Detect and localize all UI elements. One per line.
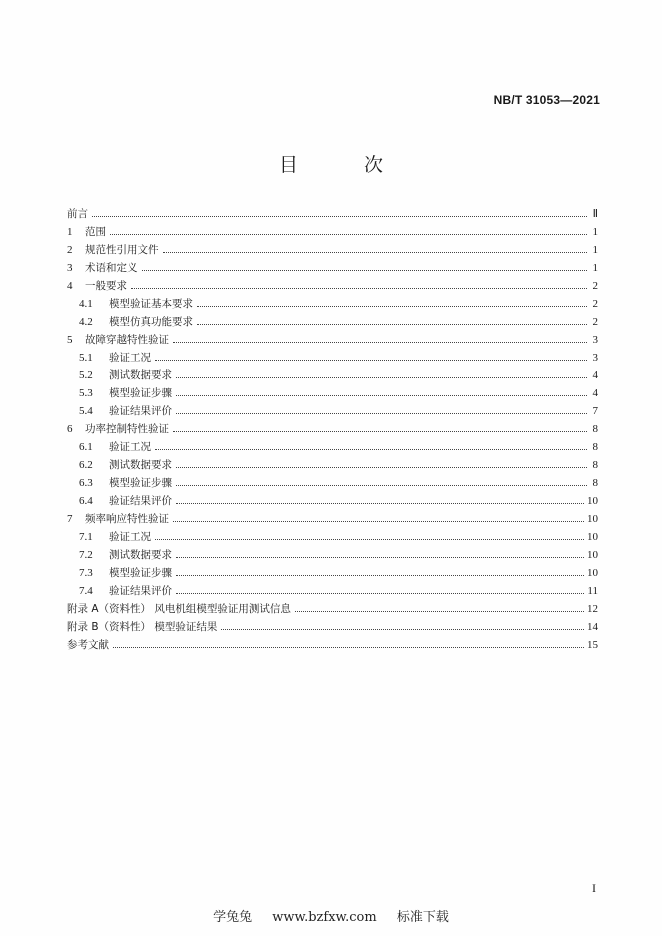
page-folio: I bbox=[592, 881, 596, 895]
toc-leader-dots bbox=[176, 484, 587, 486]
toc-entry-number: 7 bbox=[67, 512, 73, 525]
toc-entry[interactable] bbox=[67, 547, 598, 565]
toc-entry-page: 3 bbox=[592, 333, 598, 346]
toc-entry[interactable] bbox=[67, 529, 598, 547]
toc-entry-label: 频率响应特性验证 bbox=[85, 512, 169, 525]
toc-entry-number: 5.4 bbox=[79, 405, 93, 418]
toc-entry[interactable] bbox=[67, 583, 598, 601]
watermark-tagline: 标准下载 bbox=[396, 910, 449, 925]
toc-entry-label: 模型验证步骤 bbox=[109, 566, 172, 579]
toc-leader-dots bbox=[221, 628, 584, 630]
watermark-site: 学兔兔 bbox=[213, 910, 253, 925]
toc-entry[interactable] bbox=[67, 278, 598, 296]
toc-entry-label: 参考文献 bbox=[67, 638, 109, 651]
toc-entry-number: 5 bbox=[67, 333, 73, 346]
toc-leader-dots bbox=[173, 341, 587, 343]
toc-entry[interactable] bbox=[67, 511, 598, 529]
toc-entry[interactable] bbox=[67, 439, 598, 457]
toc-entry[interactable] bbox=[67, 385, 598, 403]
toc-entry[interactable] bbox=[67, 367, 598, 385]
footer-watermark bbox=[0, 906, 662, 925]
toc-entry-number: 7.4 bbox=[79, 584, 93, 597]
toc-entry-page: 10 bbox=[587, 495, 598, 507]
toc-entry-label: 附录 A（资料性） 风电机组模型验证用测试信息 bbox=[67, 602, 291, 615]
toc-entry-label: 测试数据要求 bbox=[109, 548, 172, 561]
toc-entry-page: 7 bbox=[592, 405, 598, 418]
toc-entry[interactable] bbox=[67, 260, 598, 278]
toc-leader-dots bbox=[92, 215, 587, 217]
toc-entry-number: 5.1 bbox=[79, 351, 93, 364]
toc-leader-dots bbox=[176, 466, 587, 468]
toc-entry-label: 规范性引用文件 bbox=[85, 243, 159, 256]
toc-entry-page: 10 bbox=[587, 548, 598, 561]
toc-entry-page: 10 bbox=[587, 566, 598, 579]
toc-entry-page: 1 bbox=[592, 261, 598, 274]
toc-entry-number: 6.3 bbox=[79, 477, 93, 490]
toc-entry-page: 10 bbox=[587, 512, 598, 525]
toc-leader-dots bbox=[155, 448, 587, 450]
toc-entry[interactable] bbox=[67, 601, 598, 619]
toc-entry[interactable] bbox=[67, 493, 598, 511]
toc-entry-page: 8 bbox=[592, 441, 598, 454]
toc-leader-dots bbox=[142, 269, 588, 271]
toc-entry-number: 7.2 bbox=[79, 548, 93, 561]
toc-entry-page: 15 bbox=[587, 638, 598, 651]
standard-code: NB/T 31053—2021 bbox=[493, 93, 600, 107]
toc-entry-number: 4.1 bbox=[79, 297, 93, 310]
toc-entry-label: 功率控制特性验证 bbox=[85, 423, 169, 436]
toc-entry-number: 6.1 bbox=[79, 441, 93, 454]
toc-leader-dots bbox=[295, 610, 584, 612]
toc-leader-dots bbox=[176, 592, 584, 594]
toc-entry-number: 4 bbox=[67, 279, 73, 292]
toc-leader-dots bbox=[173, 430, 587, 432]
toc-entry-label: 范围 bbox=[85, 225, 106, 238]
toc-entry-page: 1 bbox=[592, 225, 598, 238]
toc-entry-label: 模型验证步骤 bbox=[109, 477, 172, 490]
toc-entry-number: 7.1 bbox=[79, 530, 93, 543]
toc-leader-dots bbox=[155, 538, 584, 540]
watermark-url[interactable]: www.bzfxw.com bbox=[272, 910, 377, 925]
toc-entry-label: 验证工况 bbox=[109, 441, 151, 454]
toc-entry[interactable] bbox=[67, 296, 598, 314]
toc-leader-dots bbox=[163, 251, 588, 253]
toc-entry-label: 验证工况 bbox=[109, 530, 151, 543]
toc-entry-label: 前言 bbox=[67, 208, 88, 220]
toc-entry-page: 10 bbox=[587, 530, 598, 543]
toc-entry[interactable] bbox=[67, 457, 598, 475]
toc-entry-page: 2 bbox=[592, 297, 598, 310]
toc-entry[interactable] bbox=[67, 403, 598, 421]
toc-entry-label: 测试数据要求 bbox=[109, 369, 172, 382]
toc-entry-label: 验证结果评价 bbox=[109, 495, 172, 507]
toc-leader-dots bbox=[176, 502, 584, 504]
toc-leader-dots bbox=[197, 305, 587, 307]
toc-entry[interactable] bbox=[67, 619, 598, 637]
toc-entry-page: 8 bbox=[592, 459, 598, 472]
toc-entry-page: 12 bbox=[587, 602, 598, 615]
toc-entry[interactable] bbox=[67, 314, 598, 332]
toc-entry[interactable] bbox=[67, 332, 598, 350]
toc-entry-page: 1 bbox=[592, 243, 598, 256]
toc-entry[interactable] bbox=[67, 565, 598, 583]
toc-entry-page: 14 bbox=[587, 620, 598, 633]
toc-leader-dots bbox=[110, 233, 587, 235]
toc-entry-label: 一般要求 bbox=[85, 279, 127, 292]
toc-title: 目 次 bbox=[278, 154, 414, 176]
toc-entry-page: 3 bbox=[592, 351, 598, 364]
toc-entry-page: 8 bbox=[592, 423, 598, 436]
toc-leader-dots bbox=[113, 646, 584, 648]
toc-entry-number: 6.2 bbox=[79, 459, 93, 472]
toc-leader-dots bbox=[173, 520, 584, 522]
toc-entry[interactable] bbox=[67, 637, 598, 655]
toc-entry-label: 故障穿越特性验证 bbox=[85, 333, 169, 346]
toc-entry[interactable] bbox=[67, 224, 598, 242]
toc-entry-label: 验证工况 bbox=[109, 351, 151, 364]
toc-entry-page: 2 bbox=[592, 279, 598, 292]
toc-entry-page: 11 bbox=[587, 584, 598, 597]
toc-entry[interactable] bbox=[67, 242, 598, 260]
toc-leader-dots bbox=[176, 412, 587, 414]
table-of-contents bbox=[67, 206, 598, 654]
toc-entry-number: 6 bbox=[67, 423, 73, 436]
toc-entry-label: 附录 B（资料性） 模型验证结果 bbox=[67, 620, 218, 633]
toc-entry-number: 6.4 bbox=[79, 495, 93, 507]
toc-entry[interactable] bbox=[67, 421, 598, 439]
toc-entry-label: 测试数据要求 bbox=[109, 459, 172, 472]
toc-leader-dots bbox=[176, 376, 587, 378]
toc-entry[interactable] bbox=[67, 475, 598, 493]
toc-leader-dots bbox=[176, 394, 587, 396]
toc-entry-number: 1 bbox=[67, 225, 73, 238]
toc-leader-dots bbox=[155, 359, 587, 361]
toc-leader-dots bbox=[131, 287, 587, 289]
toc-entry-number: 7.3 bbox=[79, 566, 93, 579]
toc-leader-dots bbox=[176, 574, 584, 576]
toc-entry-page: Ⅱ bbox=[592, 208, 598, 220]
toc-leader-dots bbox=[197, 323, 587, 325]
toc-entry-number: 2 bbox=[67, 243, 73, 256]
toc-entry-label: 验证结果评价 bbox=[109, 584, 172, 597]
toc-entry-label: 术语和定义 bbox=[85, 261, 138, 274]
toc-leader-dots bbox=[176, 556, 584, 558]
toc-entry-label: 验证结果评价 bbox=[109, 405, 172, 418]
toc-entry-page: 4 bbox=[592, 369, 598, 382]
toc-entry[interactable] bbox=[67, 206, 598, 224]
toc-entry-label: 模型验证步骤 bbox=[109, 387, 172, 400]
toc-entry-number: 3 bbox=[67, 261, 73, 274]
toc-entry-number: 5.3 bbox=[79, 387, 93, 400]
toc-entry-label: 模型验证基本要求 bbox=[109, 297, 193, 310]
toc-entry[interactable] bbox=[67, 350, 598, 368]
toc-entry-label: 模型仿真功能要求 bbox=[109, 315, 193, 328]
toc-entry-number: 5.2 bbox=[79, 369, 93, 382]
toc-entry-page: 4 bbox=[592, 387, 598, 400]
toc-entry-page: 2 bbox=[592, 315, 598, 328]
toc-entry-number: 4.2 bbox=[79, 315, 93, 328]
toc-entry-page: 8 bbox=[592, 477, 598, 490]
